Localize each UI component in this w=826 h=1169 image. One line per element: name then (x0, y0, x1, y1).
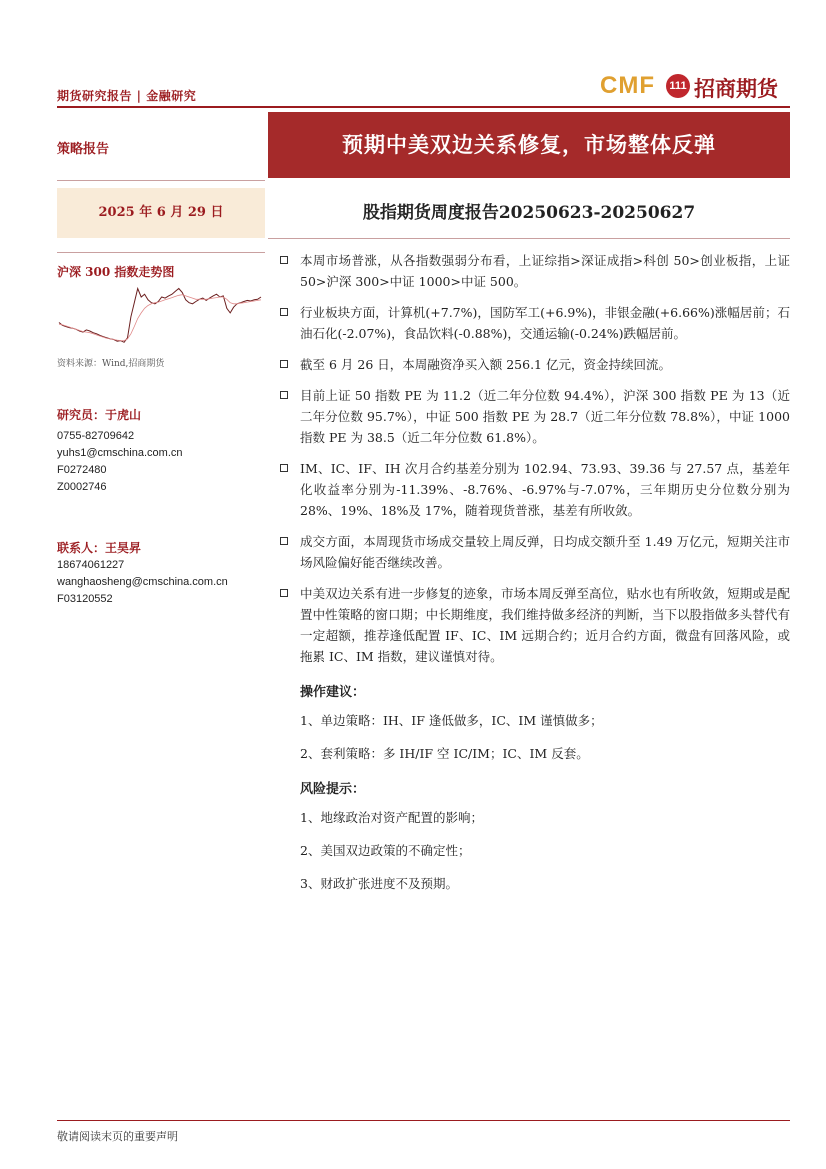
title-banner (268, 112, 790, 178)
risk-item: 2、美国双边政策的不确定性； (300, 843, 471, 858)
logo-badge-icon: 111 (666, 74, 690, 98)
sidebar-divider (57, 180, 265, 181)
summary-bullet: 截至 6 月 26 日，本周融资净买入额 256.1 亿元，资金持续回流。 (280, 354, 790, 375)
index-trend-chart (57, 278, 263, 350)
footer-disclaimer: 敬请阅读末页的重要声明 (57, 1130, 178, 1143)
contact-details (57, 557, 228, 608)
page-title: 预期中美双边关系修复，市场整体反弹 (342, 132, 716, 157)
researcher-license-f: F0272480 (57, 464, 107, 476)
subtitle-divider (268, 238, 790, 239)
report-category: 策略报告 (57, 142, 110, 157)
researcher-details (57, 428, 183, 496)
researcher-email[interactable]: yuhs1@cmschina.com.cn (57, 447, 183, 459)
contact-email[interactable]: wanghaosheng@cmschina.com.cn (57, 576, 228, 588)
researcher-name: 研究员：于虎山 (57, 408, 142, 422)
risk-heading: 风险提示： (300, 782, 366, 797)
risk-item: 3、财政扩张进度不及预期。 (300, 876, 458, 891)
researcher-license-z: Z0002746 (57, 481, 107, 493)
moving-average-line (59, 295, 261, 341)
date-panel (57, 188, 265, 238)
square-bullet-icon (280, 589, 288, 597)
operation-item: 1、单边策略：IH、IF 逢低做多，IC、IM 谨慎做多； (300, 713, 603, 728)
summary-bullet: 本周市场普涨，从各指数强弱分布看，上证综指>深证成指>科创 50>创业板指，上证 50>沪深 300>中证 1000>中证 500。 (280, 250, 790, 292)
contact-license: F03120552 (57, 593, 113, 605)
header-divider (57, 106, 790, 108)
sidebar-divider (57, 252, 265, 253)
summary-bullet: 中美双边关系有进一步修复的迹象，市场本周反弹至高位，贴水也有所收敛，短期或是配置中性策略的窗口期；中长期维度，我们维持做多经济的判断，当下以股指做多头替代有一定超额，推荐逢低配置 IF、IC、IM 远期合约；近月合约方面，微盘有回落风险，或拖累 IC、IM 指数，建议谨慎对待。 (280, 583, 790, 667)
summary-bullet: 行业板块方面，计算机(+7.7%)，国防军工(+6.9%)，非银金融(+6.66%)涨幅居前；石油石化(-2.07%)，食品饮料(-0.88%)，交通运输(-0.24%)跌幅居前。 (280, 302, 790, 344)
report-subtitle: 股指期货周度报告20250623-20250627 (362, 203, 696, 223)
square-bullet-icon (280, 256, 288, 264)
company-logo (600, 70, 790, 102)
chart-source: 资料来源：Wind,招商期货 (57, 359, 165, 369)
footer-divider (57, 1120, 790, 1121)
report-body (280, 250, 790, 906)
summary-bullet: IM、IC、IF、IH 次月合约基差分别为 102.94、73.93、39.36 与 27.57 点，基差年化收益率分别为-11.39%、-8.76%、-6.97%与-7.07%，三年期历史分位数分别为 28%、19%、18%及 17%，随着现货普涨，基差有所收敛。 (280, 458, 790, 521)
summary-bullet: 目前上证 50 指数 PE 为 11.2（近二年分位数 94.4%），沪深 300 指数 PE 为 13（近二年分位数 95.7%），中证 500 指数 PE 为 28.7（近二年分位数 78.8%），中证 1000 指数 PE 为 38.5（近二年分位数 61.8%）。 (280, 385, 790, 448)
researcher-phone: 0755-82709642 (57, 430, 135, 442)
square-bullet-icon (280, 537, 288, 545)
contact-name: 联系人：王昊昇 (57, 541, 142, 555)
square-bullet-icon (280, 391, 288, 399)
logo-company-name: 招商期货 (694, 76, 778, 101)
operation-heading: 操作建议： (300, 685, 366, 700)
operation-item: 2、套利策略：多 IH/IF 空 IC/IM；IC、IM 反套。 (300, 746, 589, 761)
chart-title: 沪深 300 指数走势图 (57, 265, 175, 279)
summary-bullet: 成交方面，本周现货市场成交量较上周反弹，日均成交额升至 1.49 万亿元，短期关注市场风险偏好能否继续改善。 (280, 531, 790, 573)
square-bullet-icon (280, 360, 288, 368)
header-breadcrumb: 期货研究报告 | 金融研究 (57, 89, 197, 103)
index-line (59, 289, 261, 343)
logo-cmf-text: CMF (600, 72, 655, 99)
risk-item: 1、地缘政治对资产配置的影响； (300, 810, 483, 825)
square-bullet-icon (280, 464, 288, 472)
contact-phone: 18674061227 (57, 559, 125, 571)
square-bullet-icon (280, 308, 288, 316)
report-date: 2025 年 6 月 29 日 (98, 205, 224, 220)
